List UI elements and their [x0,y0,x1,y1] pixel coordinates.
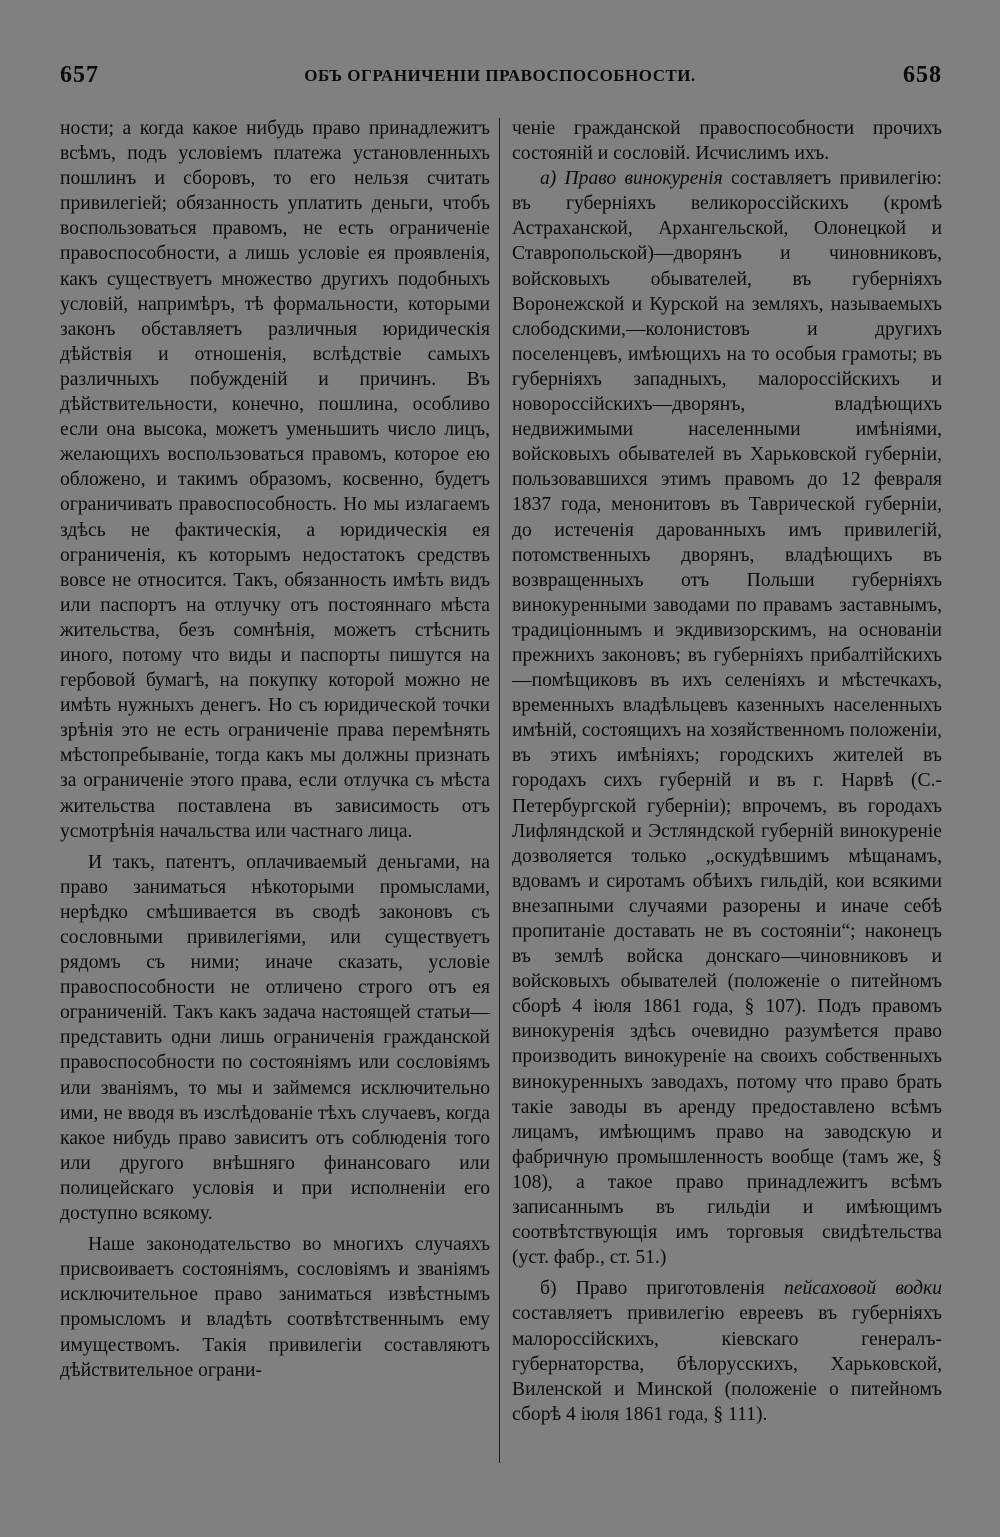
paragraph [512,166,942,1270]
paragraph-text: составляетъ привилегію евреевъ въ губерніяхъ малороссійскихъ, кіевскаго генералъ-губернаторства, бѣлорусскихъ, Харьковской, Виленской и Минской (положеніе о питейномъ сборѣ 4 іюля 1861 года, § 111). [512,1303,942,1425]
right-column [512,116,942,1427]
italic-term: пейсаховой водки [784,1278,942,1300]
running-title: ОБЪ ОГРАНИЧЕНІИ ПРАВОСПОСОБНОСТИ. [304,66,696,85]
paragraph: ности; а когда какое нибудь право принадлежитъ всѣмъ, подъ условіемъ платежа установленныхъ пошлинъ и сборовъ, то его нельзя считать привилегіей; обязанность уплатить деньги, чтобъ воспользоваться правомъ, не есть ограниченіе правоспособности, а лишь условіе ея проявленія, какъ существуетъ множество другихъ подобныхъ условій, напримѣръ, тѣ формальности, которыми законъ обставляетъ различныя юридическія дѣйствія и отношенія, вслѣдствіе самыхъ различныхъ побужденій и причинъ. Въ дѣйствительности, конечно, пошлина, особливо если она высока, можетъ уменьшить число лицъ, желающихъ воспользоваться правомъ, которое ею обложено, и такимъ образомъ, косвенно, будетъ ограничивать правоспособность. Но мы излагаемъ здѣсь не фактическія, а юридическія ея ограниченія, къ которымъ недостатокъ средствъ вовсе не относится. Такъ, обязанность имѣть видъ или паспортъ на отлучку отъ постояннаго мѣста жительства, безъ сомнѣнія, можетъ стѣснить иного, потому что виды и паспорты пишутся на гербовой бумагѣ, на покупку которой можно не имѣть нужныхъ денегъ. Но съ юридической точки зрѣнія это не есть ограниченіе права перемѣнять мѣстопребываніе, тогда какъ мы должны признать за ограниченіе этого права, если отлучка съ мѣста жительства поставлена въ зависимость отъ усмотрѣнія начальства или частнаго лица. [60,118,490,842]
left-column [60,116,490,1383]
paragraph: Наше законодательство во многихъ случаяхъ присвоиваетъ состояніямъ, сословіямъ и званіямъ исключительное право заниматься извѣстнымъ промысломъ и владѣть соотвѣтственнымъ ему имуществомъ. Такія привилегіи составляютъ дѣйствительное ограни- [60,1234,490,1381]
page-number-left: 657 [60,62,99,88]
paragraph [512,1276,942,1427]
section-heading: а) Право винокуренія [540,168,723,190]
column-divider [499,118,500,1463]
section-heading: б) Право приготовленія [540,1278,785,1300]
paragraph: И такъ, патентъ, оплачиваемый деньгами, на право заниматься нѣкоторыми промыслами, нерѣдко смѣшивается въ сводѣ законовъ съ сословными привилегіями, или существуетъ рядомъ съ ними; иначе сказать, условіе правоспособности не отличено строго отъ ея ограниченій. Такъ какъ задача настоящей статьи—представить одни лишь ограниченія гражданской правоспособности по состояніямъ или сословіямъ или званіямъ, то мы и займемся исключительно ими, не вводя въ изслѣдованіе тѣхъ случаевъ, когда какое нибудь право зависитъ отъ соблюденія того или другого внѣшняго финансоваго или полицейскаго условія и при исполненіи его доступно всякому. [60,851,490,1225]
paragraph: ченіе гражданской правоспособности прочихъ состояній и сословій. Исчислимъ ихъ. [512,118,942,165]
page-number-right: 658 [903,62,942,88]
paragraph-text: составляетъ привилегію: въ губерніяхъ великороссійскихъ (кромѣ Астраханской, Архангельской, Олонецкой и Ставропольской)—дворянъ и чиновниковъ, войсковыхъ обывателей, въ губерніяхъ Воронежской и Курской на земляхъ, называемыхъ слободскими,—колонистовъ и другихъ поселенцевъ, имѣющихъ на то особыя грамоты; въ губерніяхъ западныхъ, малороссійскихъ и новороссійскихъ—дворянъ, владѣющихъ недвижимыми населенными имѣніями, войсковыхъ обывателей въ Харьковской губерніи, пользовавшихся этимъ правомъ до 12 февраля 1837 года, менонитовъ въ Таврической губерніи, до истеченія дарованныхъ имъ привилегій, потомственныхъ дворянъ, владѣющихъ въ возвращенныхъ отъ Польши губерніяхъ винокуренными заводами по правамъ заставнымъ, традиціоннымъ и экдивизорскимъ, на основаніи прежнихъ законовъ; въ губерніяхъ прибалтійскихъ—помѣщиковъ въ ихъ селеніяхъ и мѣстечкахъ, временныхъ владѣльцевъ казенныхъ населенныхъ имѣній, состоящихъ на хозяйственномъ положеніи, въ этихъ имѣніяхъ; городскихъ жителей въ городахъ сихъ губерній и въ г. Нарвѣ (С.-Петербургской губерніи); впрочемъ, въ городахъ Лифляндской и Эстляндской губерній винокуреніе дозволяется только „оскудѣвшимъ мѣщанамъ, вдовамъ и сиротамъ обѣихъ гильдій, кои всякими внезапными случаями разорены и иначе себѣ пропитаніе доставать не въ состояніи“; наконецъ въ землѣ войска донскаго—чиновниковъ и войсковыхъ обывателей (положеніе о питейномъ сборѣ 4 іюля 1861 года, § 107). Подъ правомъ винокуренія здѣсь очевидно разумѣется право производить винокуреніе на своихъ собственныхъ винокуренныхъ заводахъ, потому что право брать такіе заводы въ аренду предоставлено всѣмъ лицамъ, имѣющимъ право на заводскую и фабричную промышленность вообще (тамъ же, § 108), а такое право принадлежитъ всѣмъ записаннымъ въ гильдіи и имѣющимъ соотвѣтствующія имъ торговыя свидѣтельства (уст. фабр., ст. 51.) [512,168,942,1269]
